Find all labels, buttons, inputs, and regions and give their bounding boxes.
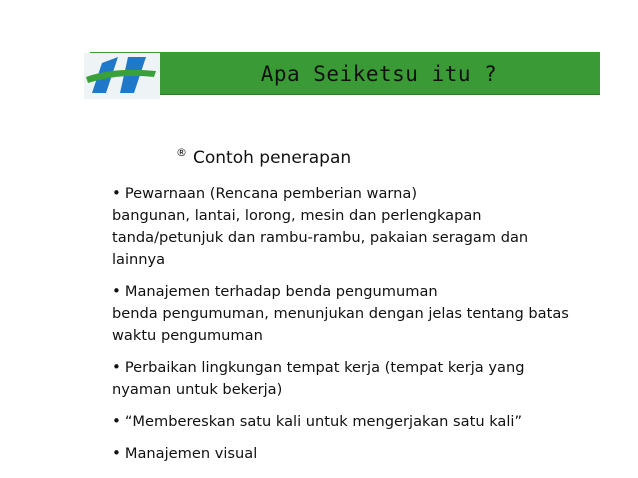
company-logo xyxy=(84,53,160,99)
bullet-icon: • xyxy=(112,358,121,376)
bullet-icon: • xyxy=(112,444,121,462)
bullet-icon: • xyxy=(112,282,121,300)
bullet-icon: • xyxy=(112,184,121,202)
list-item xyxy=(112,182,582,271)
bullet-list xyxy=(112,182,582,474)
item-line: Perbaikan lingkungan tempat kerja (tempat kerja yang xyxy=(124,359,525,376)
item-line: “Membereskan satu kali untuk mengerjakan satu kali” xyxy=(124,413,523,430)
item-line: waktu pengumuman xyxy=(112,327,263,344)
list-item xyxy=(112,280,582,347)
item-line: Manajemen visual xyxy=(124,445,258,462)
slide-title: Apa Seiketsu itu ? xyxy=(260,62,498,86)
item-line: lainnya xyxy=(112,251,166,268)
item-line: benda pengumuman, menunjukan dengan jelas tentang batas xyxy=(112,305,569,322)
registered-mark: ® xyxy=(176,146,187,159)
subtitle-text: Contoh penerapan xyxy=(193,148,352,168)
list-item xyxy=(112,356,582,401)
subtitle xyxy=(176,148,351,168)
bullet-icon: • xyxy=(112,412,121,430)
logo-graphic xyxy=(84,53,160,99)
item-line: Manajemen terhadap benda pengumuman xyxy=(124,283,438,300)
item-line: tanda/petunjuk dan rambu-rambu, pakaian seragam dan xyxy=(112,229,529,246)
item-line: Pewarnaan (Rencana pemberian warna) xyxy=(124,185,418,202)
item-line: nyaman untuk bekerja) xyxy=(112,381,283,398)
list-item xyxy=(112,410,582,433)
item-line: bangunan, lantai, lorong, mesin dan perlengkapan xyxy=(112,207,482,224)
list-item xyxy=(112,442,582,465)
